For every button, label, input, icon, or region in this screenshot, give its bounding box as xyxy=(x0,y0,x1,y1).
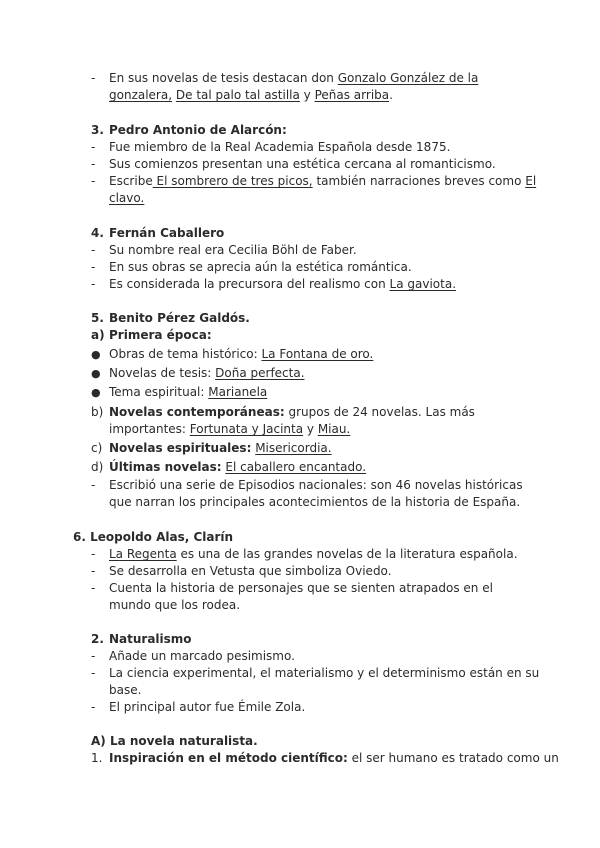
link-miau: Miau. xyxy=(317,422,351,436)
link-sombrero: El sombrero de tres picos, xyxy=(152,174,313,188)
link-penas-arriba: Peñas arriba xyxy=(314,88,390,102)
link-marianela: Marianela xyxy=(208,385,268,399)
link-caballero-encantado: El caballero encantado. xyxy=(225,460,367,474)
link-gonzalera: gonzalera, xyxy=(109,88,173,102)
dash-marker: - xyxy=(91,71,96,85)
bullet-icon: ● xyxy=(91,386,101,399)
link-gonzalo: Gonzalo González de la xyxy=(337,71,479,85)
link-de-tal-palo: De tal palo tal astilla xyxy=(175,88,300,102)
link-fortunata: Fortunata y Jacinta xyxy=(189,422,304,436)
bullet-icon: ● xyxy=(91,348,101,361)
link-la-regenta: La Regenta xyxy=(109,547,177,561)
link-el-clavo: El xyxy=(525,174,537,188)
bullet-icon: ● xyxy=(91,367,101,380)
document-page: - En sus novelas de tesis destacan don Gonzalo González de la gonzalera, De tal palo tal astilla y Peñas arriba. 3. Pedro Antonio de Alarcón: - Fue miembro de la Real Academia Española desde 1875. - Sus comienzos presentan una estética cercana al romanticismo. - Escribe El sombrero de tres picos, también narraciones breves como El clavo. 4. Fernán Caballero - Su nombre real era Cecilia Böhl de Faber. - En sus obras se aprecia aún la estética romántica. - Es considerada la precursora del realismo con La gaviota. 5. Benito Pérez Galdós. a) Primera época: ● Obras de tema histórico: La Fontana de oro. ● Novelas de tesis: Doña perfecta. ● Tema espiritual: Marianela b) Novelas contemporáneas: grupos de 24 novelas. Las más importantes: Fortunata y Jacinta y Miau. c) Novelas espirituales: Misericordia. d) Últimas novelas: El caballero encantado. - Escribió una serie de Episodios nacionales: son 46 novelas históricas que narran los principales acontecimientos de la historia de España. 6. Leopoldo Alas, Clarín - La Regenta es una de las grandes novelas de la literatura española. - Se desarrolla en Vetusta que simboliza Oviedo. - Cuenta la historia de personajes que se sienten atrapados en el mundo que los rodea. 2. Naturalismo - Añade un marcado pesimismo. - La ciencia experimental, el materialismo y el determinismo están en su base. - El principal autor fue Émile Zola. A) La novela naturalista. 1. Inspiración en el método científico: el ser humano es tratado como un xyxy=(73,71,559,765)
link-dona-perfecta: Doña perfecta. xyxy=(215,366,305,380)
link-fontana: La Fontana de oro. xyxy=(261,347,374,361)
link-misericordia: Misericordia. xyxy=(255,441,332,455)
link-la-gaviota: La gaviota. xyxy=(389,277,457,291)
